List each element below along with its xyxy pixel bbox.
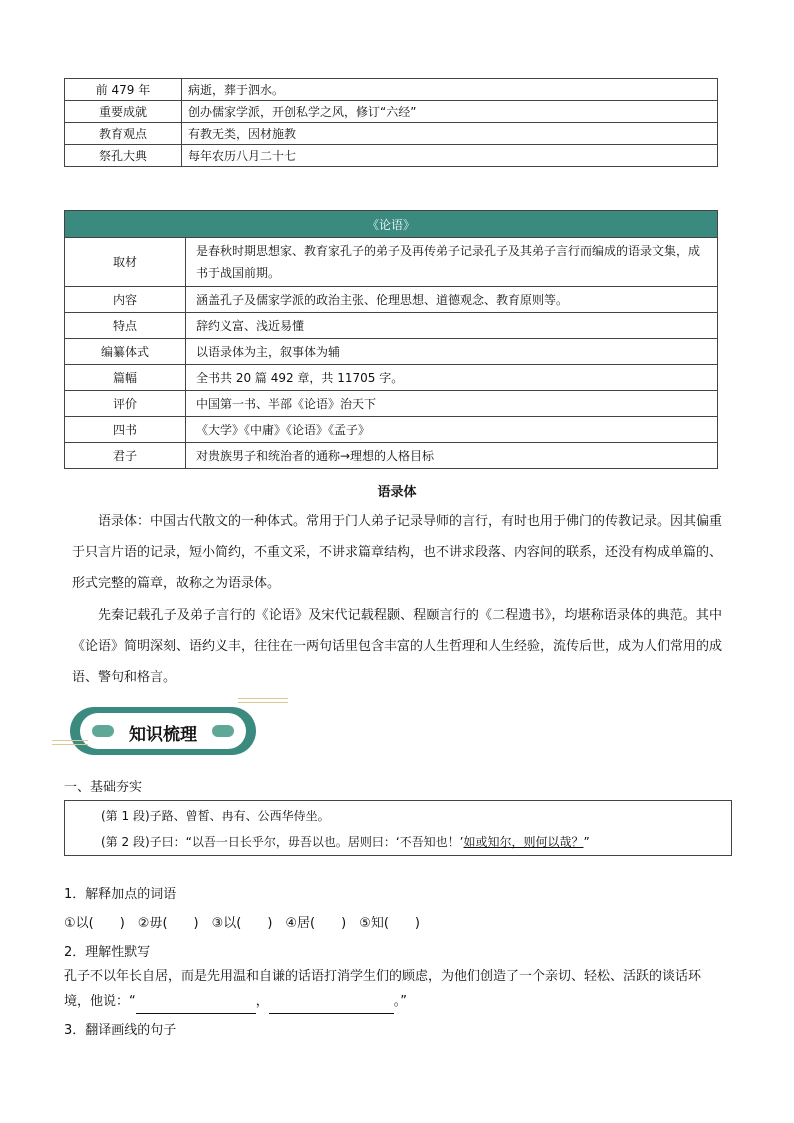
lunyu-table	[64, 210, 718, 469]
row-key: 评价	[65, 391, 186, 417]
passage-line: (第 1 段)子路、曾皙、冉有、公西华侍坐。	[101, 809, 330, 823]
underlined-sentence: 如或知尔，则何以哉？	[463, 835, 584, 849]
table-row	[65, 123, 718, 145]
row-key: 特点	[65, 313, 186, 339]
row-key: 篇幅	[65, 365, 186, 391]
passage-text: (第 2 段)子曰：“以吾一日长乎尔，毋吾以也。居则曰：‘不吾知也！’	[101, 835, 464, 849]
row-value: 《大学》《中庸》《论语》《孟子》	[186, 417, 718, 443]
row-key: 重要成就	[65, 101, 182, 123]
row-value: 以语录体为主，叙事体为辅	[186, 339, 718, 365]
question-2: 2．理解性默写	[64, 945, 151, 960]
row-value: 对贵族男子和统治者的通称→理想的人格目标	[186, 443, 718, 469]
row-value: 是春秋时期思想家、教育家孔子的弟子及再传弟子记录孔子及其弟子言行而编成的语录文集，成书于战国前期。	[186, 238, 718, 287]
passage-text: ”	[583, 835, 590, 849]
table-header: 《论语》	[65, 211, 718, 238]
passage-box	[64, 800, 732, 856]
decor-line	[52, 740, 88, 745]
yulu-paragraph-2: 先秦记载孔子及弟子言行的《论语》及宋代记载程颢、程颐言行的《二程遗书》，均堪称语录体的典范。其中《论语》简明深刻、语约义丰，往往在一两句话里包含丰富的人生哲理和人生经验，流传后世，成为人们常用的成语、警句和格言。	[72, 608, 723, 685]
row-key: 取材	[65, 238, 186, 287]
passage-line	[101, 833, 590, 850]
life-table	[64, 78, 718, 167]
table-row	[65, 417, 718, 443]
section-title: 一、基础夯实	[64, 780, 143, 795]
question-2-body: 孔子不以年长自居，而是先用温和自谦的话语打消学生们的顾虑，为他们创造了一个亲切、轻松、活跃的谈话环境，他说：“	[64, 969, 702, 1009]
row-key: 君子	[65, 443, 186, 469]
yulu-paragraph-1: 语录体：中国古代散文的一种体式。常用于门人弟子记录导师的言行，有时也用于佛门的传教记录。因其偏重于只言片语的记录，短小简约，不重文采，不讲求篇章结构，也不讲求段落、内容间的联系，还没有构成单篇的、形式完整的篇章，故称之为语录体。	[72, 514, 723, 591]
row-key: 内容	[65, 287, 186, 313]
row-key: 教育观点	[65, 123, 182, 145]
answer-blank[interactable]	[269, 989, 394, 1014]
question-2-end: 。”	[393, 994, 408, 1009]
table-row	[65, 238, 718, 287]
row-value: 有教无类，因材施教	[182, 123, 718, 145]
table-row	[65, 313, 718, 339]
section-banner	[70, 707, 256, 755]
table-row	[65, 287, 718, 313]
table-row	[65, 443, 718, 469]
banner-title: 知识梳理	[129, 725, 197, 745]
table-row	[65, 79, 718, 101]
row-value: 全书共 20 篇 492 章，共 11705 字。	[186, 365, 718, 391]
row-key: 四书	[65, 417, 186, 443]
answer-blank[interactable]	[136, 989, 256, 1014]
row-value: 辞约义富、浅近易懂	[186, 313, 718, 339]
row-value: 病逝，葬于泗水。	[182, 79, 718, 101]
table-row	[65, 391, 718, 417]
question-1: 1．解释加点的词语	[64, 887, 177, 902]
row-value: 每年农历八月二十七	[182, 145, 718, 167]
question-3: 3．翻译画线的句子	[64, 1023, 177, 1038]
question-2-text	[64, 965, 726, 1014]
table-header-row	[65, 211, 718, 238]
row-value: 中国第一书、半部《论语》治天下	[186, 391, 718, 417]
table-row	[65, 365, 718, 391]
row-key: 前 479 年	[65, 79, 182, 101]
row-key: 祭孔大典	[65, 145, 182, 167]
row-value: 创办儒家学派，开创私学之风，修订“六经”	[182, 101, 718, 123]
table-row	[65, 101, 718, 123]
table-row	[65, 145, 718, 167]
question-1-items: ①以( ) ②毋( ) ③以( ) ④居( ) ⑤知( )	[64, 916, 420, 931]
row-value: 涵盖孔子及儒家学派的政治主张、伦理思想、道德观念、教育原则等。	[186, 287, 718, 313]
yulu-heading: 语录体	[377, 485, 417, 500]
table-row	[65, 339, 718, 365]
row-key: 编纂体式	[65, 339, 186, 365]
decor-line	[238, 698, 288, 703]
question-2-separator: ，	[255, 994, 269, 1009]
